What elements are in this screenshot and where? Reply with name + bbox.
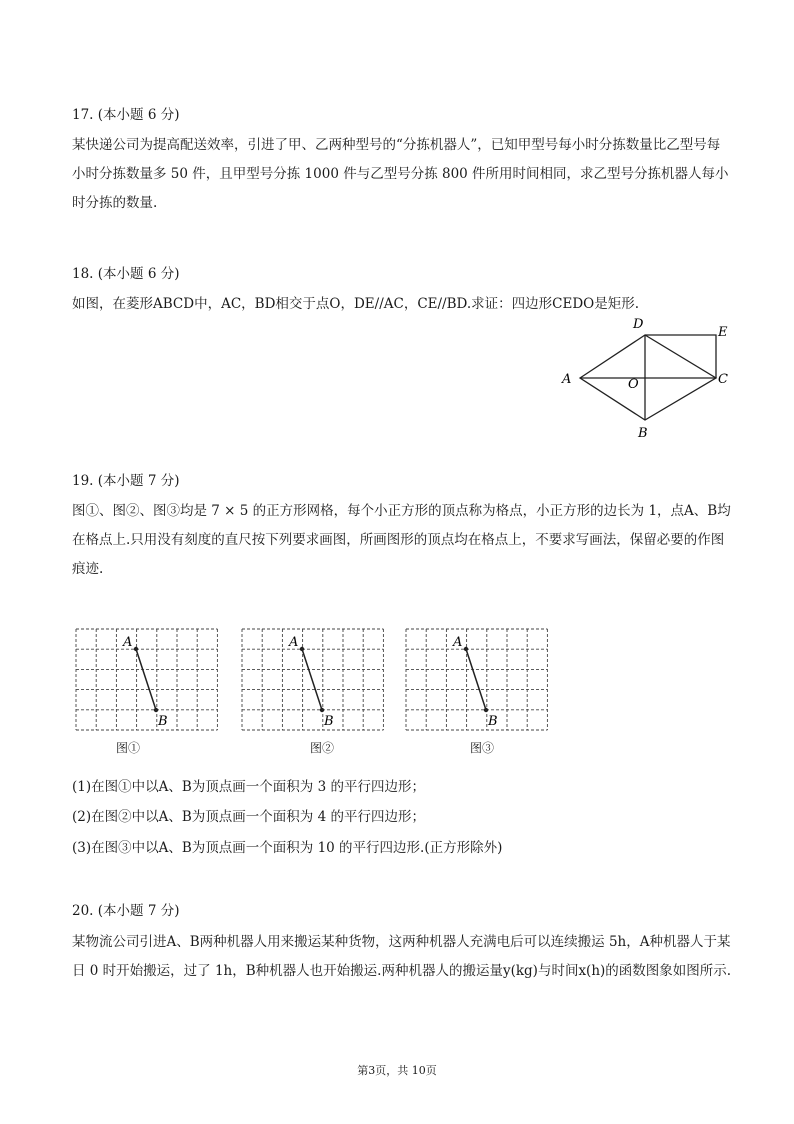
page-footer: 第3页，共 10页 <box>357 1064 437 1077</box>
label-o: O <box>628 377 639 392</box>
segment-ab <box>302 649 322 710</box>
label-b: B <box>158 714 168 729</box>
label-d: D <box>633 317 644 332</box>
point-a <box>134 647 138 651</box>
q19-item-3: (3)在图③中以A、B为顶点画一个面积为 10 的平行四边形.(正方形除外) <box>72 840 503 856</box>
label-a: A <box>289 635 299 650</box>
label-b: B <box>638 426 648 441</box>
label-a: A <box>562 372 572 387</box>
point-a <box>464 647 468 651</box>
label-a: A <box>123 635 133 650</box>
q20-header: 20. (本小题 7 分) <box>72 903 180 919</box>
q18-body: 如图，在菱形ABCD中，AC，BD相交于点O，DE//AC，CE//BD.求证：四边形CEDO是矩形. <box>72 296 640 312</box>
rhombus-figure <box>540 310 750 445</box>
q19-item-2: (2)在图②中以A、B为顶点画一个面积为 4 的平行四边形； <box>72 809 425 825</box>
point-a <box>300 647 304 651</box>
grid-figure-2 <box>241 628 386 732</box>
grid-figure-3 <box>405 628 550 732</box>
q20-body: 某物流公司引进A、B两种机器人用来搬运某种货物，这两种机器人充满电后可以连续搬运 5h，A种机器人于某日 0 时开始搬运，过了 1h，B种机器人也开始搬运.两种机器人的搬运量y(kg)与时间x(h)的函数图象如图所示. <box>72 934 732 979</box>
grid-caption-1: 图① <box>116 741 141 755</box>
label-a: A <box>453 635 463 650</box>
segment-ab <box>466 649 486 710</box>
label-b: B <box>324 714 334 729</box>
grid-caption-2: 图② <box>310 741 335 755</box>
grid-figure-1 <box>75 628 220 732</box>
q19-item-1: (1)在图①中以A、B为顶点画一个面积为 3 的平行四边形； <box>72 779 425 795</box>
q19-body: 图①、图②、图③均是 7 × 5 的正方形网格，每个小正方形的顶点称为格点，小正方形的边长为 1，点A、B均在格点上.只用没有刻度的直尺按下列要求画图，所画图形的顶点均在格点上，不要求写画法，保留必要的作图痕迹. <box>72 503 731 577</box>
q18-header: 18. (本小题 6 分) <box>72 266 180 282</box>
point-b <box>320 708 324 712</box>
grid-caption-3: 图③ <box>470 741 495 755</box>
label-e: E <box>718 325 728 340</box>
label-c: C <box>718 372 728 387</box>
point-b <box>484 708 488 712</box>
label-b: B <box>488 714 498 729</box>
point-b <box>154 708 158 712</box>
segment-ab <box>136 649 156 710</box>
q17-body: 某快递公司为提高配送效率，引进了甲、乙两种型号的“分拣机器人”，已知甲型号每小时分拣数量比乙型号每小时分拣数量多 50 件，且甲型号分拣 1000 件与乙型号分拣 800 件所用时间相同，求乙型号分拣机器人每小时分拣的数量. <box>72 137 729 211</box>
q19-header: 19. (本小题 7 分) <box>72 473 180 489</box>
q17-header: 17. (本小题 6 分) <box>72 107 180 123</box>
